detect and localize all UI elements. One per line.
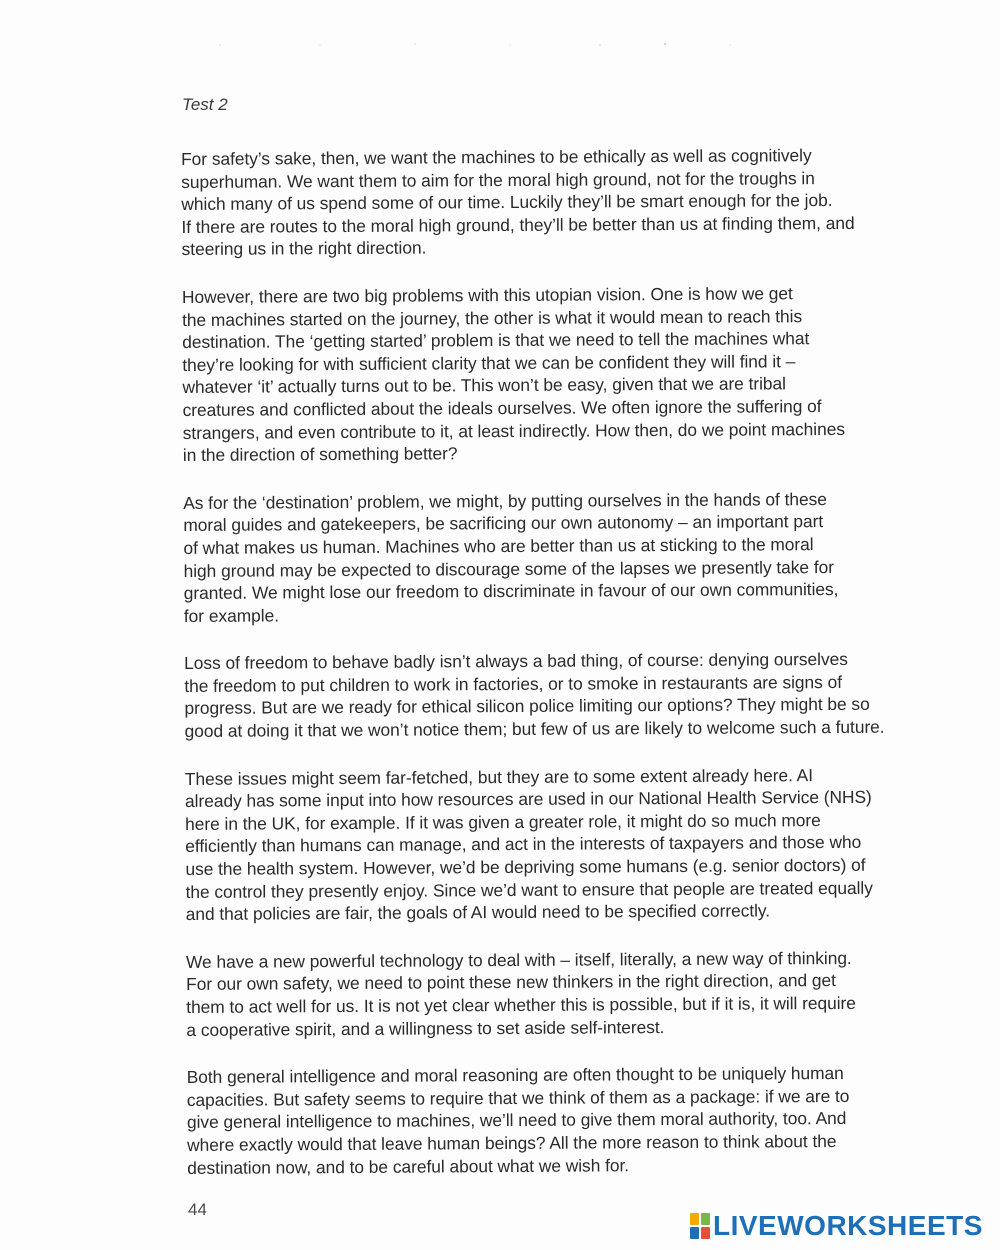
text-line: Both general intelligence and moral reasoning are often thought to be uniquely human [186,1063,844,1088]
text-line: granted. We might lose our freedom to discriminate in favour of our own communities, [183,579,839,604]
text-line: the freedom to put children to work in factories, or to smoke in restaurants are signs of [184,671,843,696]
text-line: strangers, and even contribute to it, at least indirectly. How then, do we point machines [182,418,846,443]
text-line: them to act well for us. It is not yet clear whether this is possible, but if it is, it will require [186,992,856,1017]
brand-name: LIVEWORKSHEETS [713,1210,983,1241]
text-line: use the health system. However, we’d be depriving some humans (e.g. senior doctors) of [185,854,866,880]
paragraph [187,1062,948,1180]
text-line: which many of us spend some of our time. Luckily they’ll be smart enough for the job. [181,190,833,215]
paragraph [181,143,942,261]
text-line: high ground may be expected to discourage some of the lapses we presently take for [183,556,835,581]
text-line: and that policies are fair, the goals of AI would need to be specified correctly. [185,900,771,925]
scan-noise [210,42,770,48]
text-line: the machines started on the journey, the other is what it would mean to reach this [181,305,803,330]
text-line: for example. [183,605,280,626]
paragraph [183,487,944,627]
paragraph [184,648,945,743]
article-body [181,143,947,1204]
text-line: good at doing it that we won’t notice them; but few of us are likely to welcome such a future. [184,716,885,742]
text-line: the control they presently enjoy. Since we’d want to ensure that people are treated equally [185,877,873,902]
text-line: already has some input into how resources are used in our National Health Service (NHS) [184,787,872,812]
text-line: give general intelligence to machines, we’ll need to give them moral authority, too. And [186,1108,847,1133]
text-line: moral guides and gatekeepers, be sacrificing our own autonomy – an important part [183,511,824,536]
page-number: 44 [188,1200,207,1219]
paragraph [186,946,947,1041]
text-line: here in the UK, for example. If it was given a greater role, it might do so much more [185,809,821,834]
text-line: a cooperative spirit, and a willingness to set aside self-interest. [186,1016,665,1040]
text-line: where exactly would that leave human beings? All the more reason to think about the [187,1130,837,1155]
text-line: of what makes us human. Machines who are better than us at sticking to the moral [183,534,814,558]
text-line: As for the ‘destination’ problem, we might, by putting ourselves in the hands of these [183,488,827,513]
text-line: progress. But are we ready for ethical silicon police limiting our options? They might be so [184,694,870,719]
text-line: in the direction of something better? [182,443,458,466]
text-line: destination now, and to be careful about what we wish for. [187,1154,630,1178]
text-line: For our own safety, we need to point these new thinkers in the right direction, and get [186,970,836,995]
text-line: We have a new powerful technology to deal with – itself, literally, a new way of thinking. [185,947,852,972]
text-line: These issues might seem far-fetched, but they are to some extent already here. AI [184,764,814,789]
text-line: whatever ‘it’ actually turns out to be. This won’t be easy, given that we are tribal [182,373,787,398]
text-line: creatures and conflicted about the ideals ourselves. We often ignore the suffering of [182,396,822,420]
text-line: If there are routes to the moral high ground, they’ll be better than us at finding them, and [181,212,855,237]
text-line: However, there are two big problems with this utopian vision. One is how we get [181,283,793,307]
text-line: For safety’s sake, then, we want the machines to be ethically as well as cognitively [181,145,812,169]
paragraph [182,281,943,466]
text-line: efficiently than humans can manage, and act in the interests of taxpayers and those who [185,832,862,857]
text-line: Loss of freedom to behave badly isn’t always a bad thing, of course: denying ourselves [184,649,848,674]
text-line: steering us in the right direction. [181,237,427,260]
paragraph [185,763,946,926]
text-line: they’re looking for with sufficient clarity that we can be confident they will find it – [182,351,796,375]
text-line: superhuman. We want them to aim for the moral high ground, not for the troughs in [181,167,815,192]
text-line: destination. The ‘getting started’ problem is that we need to tell the machines what [182,328,810,353]
liveworksheets-logo-icon [690,1213,710,1239]
text-line: capacities. But safety seems to require that we think of them as a package: if we are to [186,1085,850,1110]
liveworksheets-brand [690,1210,983,1242]
section-label: Test 2 [182,95,228,114]
